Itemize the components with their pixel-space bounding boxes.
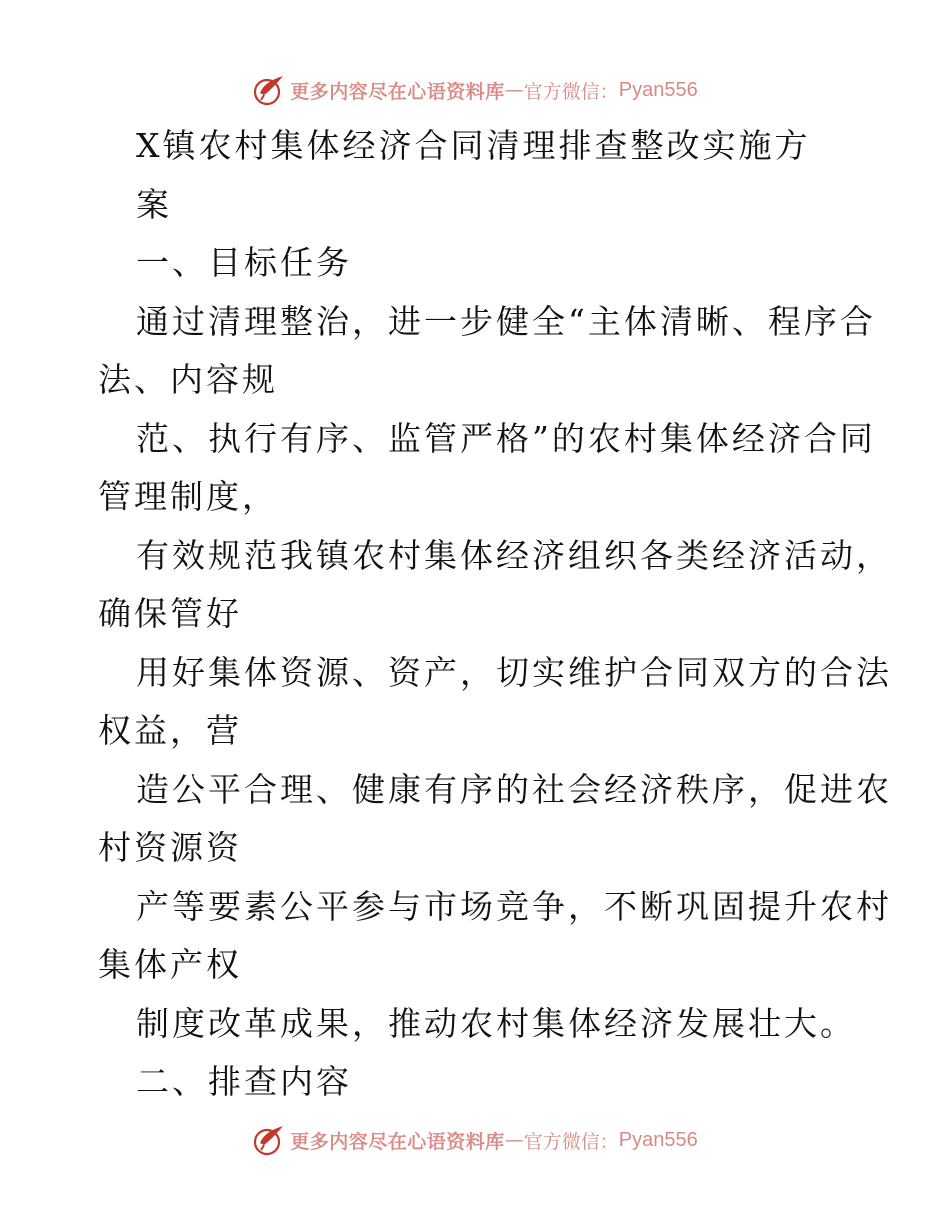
banner-text: 更多内容尽在心语资料库 — [290, 1130, 505, 1153]
paragraph-line: 造公平合理、健康有序的社会经济秩序，促进农 — [136, 770, 892, 809]
banner-text: 更多内容尽在心语资料库 — [290, 80, 505, 103]
document-title-line-1: X镇农村集体经济合同清理排查整改实施方 — [136, 126, 811, 165]
paragraph-line: 通过清理整治，进一步健全“主体清晰、程序合 — [136, 302, 876, 341]
footer-watermark-banner — [0, 1120, 950, 1160]
banner-wechat-id: Pyan556 — [618, 78, 698, 101]
paragraph-line: 用好集体资源、资产，切实维护合同双方的合法 — [136, 653, 892, 692]
paragraph-line: 产等要素公平参与市场竞争，不断巩固提升农村 — [136, 887, 892, 926]
section-heading-1: 一、目标任务 — [136, 243, 352, 282]
banner-wechat-label: 官方微信： — [523, 1130, 619, 1153]
banner-separator: — — [504, 79, 524, 101]
paragraph-line: 确保管好 — [98, 594, 242, 633]
paragraph-line: 法、内容规 — [98, 360, 278, 399]
quill-pen-logo-icon — [252, 73, 286, 107]
banner-wechat-id: Pyan556 — [618, 1128, 698, 1151]
banner-separator: — — [504, 1129, 524, 1151]
section-heading-2: 二、排查内容 — [136, 1062, 352, 1101]
banner-wechat-label: 官方微信： — [523, 80, 619, 103]
document-title-line-2: 案 — [136, 185, 172, 224]
paragraph-line: 村资源资 — [98, 828, 242, 867]
paragraph-line: 范、执行有序、监管严格”的农村集体经济合同 — [136, 419, 876, 458]
paragraph-line: 管理制度， — [98, 477, 278, 516]
paragraph-line: 有效规范我镇农村集体经济组织各类经济活动， — [136, 536, 892, 575]
paragraph-line: 权益，营 — [98, 711, 242, 750]
paragraph-line: 集体产权 — [98, 945, 242, 984]
paragraph-line: 制度改革成果，推动农村集体经济发展壮大。 — [136, 1004, 856, 1043]
quill-pen-logo-icon — [252, 1123, 286, 1157]
header-watermark-banner — [0, 70, 950, 110]
